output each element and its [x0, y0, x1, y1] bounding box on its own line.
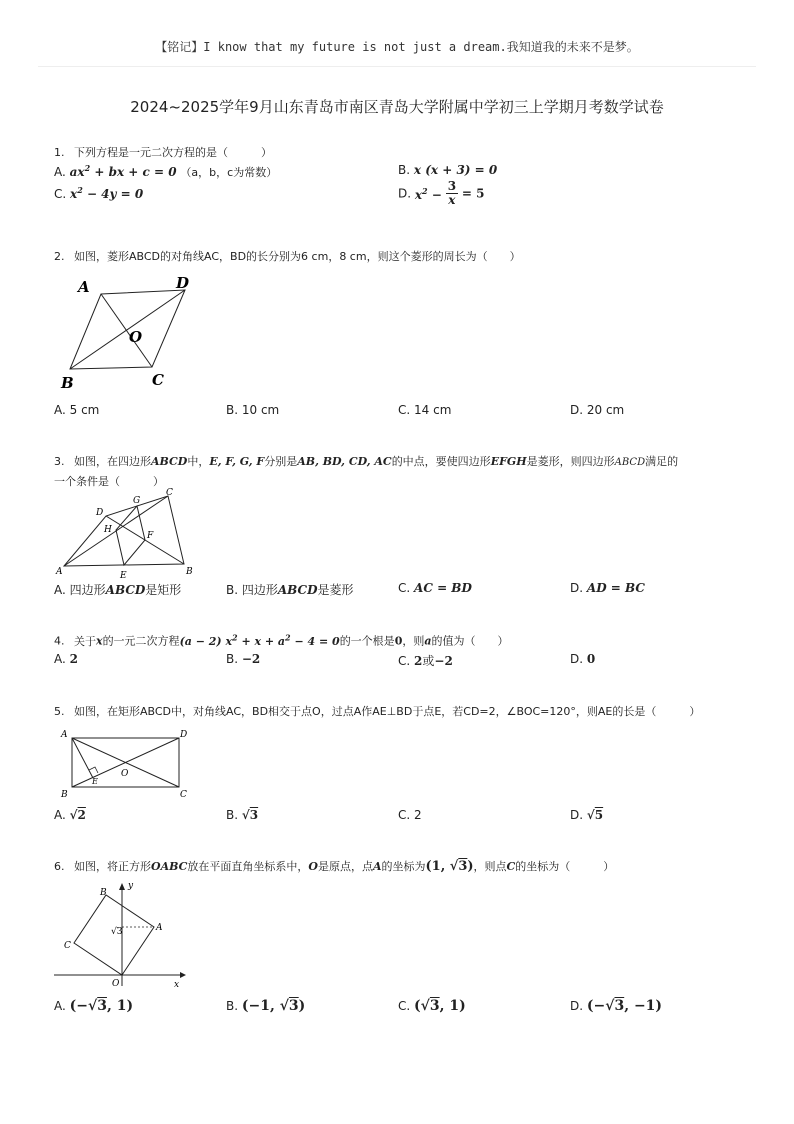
q5-text: 如图，在矩形ABCD中，对角线AC，BD相交于点O，过点A作AE⊥BD于点E，若CD=2，∠BOC=120°，则AE的长是（ ）	[74, 705, 701, 718]
q1-option-d-formula: $x^2$ −	[414, 185, 442, 202]
q1-option-c[interactable]: C. $x^2 - 4y = 0$	[54, 185, 144, 201]
q4-equation: (a − 2) $x^2 + x + a^2 - 4 = 0$	[179, 632, 340, 648]
motto-header: 【铭记】I know that my future is not just a dream.我知道我的未来不是梦。	[155, 40, 639, 54]
q5-option-d[interactable]: D. √5	[570, 808, 604, 822]
q3-label-g: G	[133, 496, 141, 506]
q1-number: 1.	[54, 146, 65, 159]
q1-stem	[54, 144, 272, 160]
q6-option-b[interactable]: B. (−1, √3)	[226, 998, 306, 1014]
q5-label-e: E	[92, 777, 98, 786]
q3-label-b: B	[186, 567, 193, 577]
q3-stem: 3. 如图，在四边形ABCD中，E, F, G, F分别是AB, BD, CD, AC的中点，要使四边形EFGH是菱形，则四边形ABCD满足的	[54, 455, 679, 468]
q3-quadrilateral-outline	[64, 496, 184, 566]
page-title: 2024~2025学年9月山东青岛市南区青岛大学附属中学初三上学期月考数学试卷	[130, 98, 664, 116]
q1-option-a-formula: $ax^2$ + bx + c = 0	[69, 163, 177, 179]
q6-label-o: O	[112, 979, 120, 989]
q5-perpendicular-ae	[72, 738, 93, 778]
q2-option-a[interactable]: A. 5 cm	[54, 403, 100, 417]
q4-number: 4.	[54, 634, 65, 648]
q5-label-b: B	[61, 790, 68, 800]
q6-stem: 6. 如图，将正方形OABC放在平面直角坐标系中，O是原点，点A的坐标为(1, √3)，则点C的坐标为（ ）	[54, 859, 615, 874]
q6-point-a-coordinate: (1, √3)	[425, 859, 474, 874]
q6-y-axis-arrow	[119, 883, 125, 890]
q4-option-d[interactable]: D. 0	[570, 652, 596, 666]
q1-option-d-fraction: $\frac{3}{x}$	[447, 179, 457, 207]
q5-number: 5.	[54, 705, 65, 718]
q6-label-b: B	[100, 888, 107, 898]
q1-option-b[interactable]: B. x (x + 3) = 0	[398, 163, 498, 177]
q2-label-c: C	[152, 371, 164, 389]
q4-option-a[interactable]: A. 2	[54, 652, 78, 666]
q3-label-d: D	[96, 508, 104, 518]
q2-label-b: B	[61, 374, 74, 392]
q2-stem	[54, 248, 521, 264]
q5-label-o: O	[121, 769, 129, 779]
q6-coordinate-figure	[50, 878, 190, 990]
q6-x-axis-arrow	[180, 972, 186, 978]
q4-option-c[interactable]: C. 2或−2	[398, 654, 453, 668]
q5-rectangle-figure	[56, 726, 196, 800]
q5-label-a: A	[61, 730, 68, 740]
q6-option-c[interactable]: C. (√3, 1)	[398, 998, 466, 1014]
q3-option-b[interactable]: B. 四边形ABCD是菱形	[226, 583, 354, 597]
q2-label-a: A	[78, 278, 90, 296]
q1-option-b-formula: x (x + 3) = 0	[413, 163, 498, 177]
q5-label-d: D	[180, 730, 188, 740]
q6-label-sqrt3: √3	[111, 927, 123, 937]
q1-option-d[interactable]: D. $x^2$ − $\frac{3}{x}$ = 5	[398, 179, 485, 207]
q5-option-a[interactable]: A. √2	[54, 808, 86, 822]
q3-label-h: H	[104, 525, 112, 535]
q2-rhombus-figure	[56, 272, 206, 394]
q2-label-o: O	[129, 328, 143, 346]
q2-option-d[interactable]: D. 20 cm	[570, 403, 625, 417]
header-divider	[38, 66, 756, 67]
q1-text: 下列方程是一元二次方程的是（ ）	[74, 146, 272, 159]
q3-stem-line2: 一个条件是（ ）	[54, 475, 164, 488]
q3-option-a[interactable]: A. 四边形ABCD是矩形	[54, 583, 182, 597]
q2-text: 如图，菱形ABCD的对角线AC，BD的长分别为6 cm，8 cm，则这个菱形的周长为（ ）	[74, 250, 521, 263]
q4-option-b[interactable]: B. −2	[226, 652, 261, 666]
q2-option-b[interactable]: B. 10 cm	[226, 403, 280, 417]
q5-stem	[54, 703, 700, 719]
q3-option-d[interactable]: D. AD = BC	[570, 581, 645, 595]
q4-stem: 4. 关于x的一元二次方程(a − 2) $x^2 + x + a^2 - 4 = 0$的一个根是0，则a的值为（ ）	[54, 632, 509, 648]
q2-option-c[interactable]: C. 14 cm	[398, 403, 452, 417]
q6-label-x: x	[174, 980, 180, 990]
q2-label-d: D	[176, 274, 190, 292]
q6-label-a: A	[156, 923, 163, 933]
q5-option-c[interactable]: C. 2	[398, 808, 422, 822]
q3-label-c: C	[166, 488, 173, 498]
q6-option-d[interactable]: D. (−√3, −1)	[570, 998, 663, 1014]
q2-number: 2.	[54, 250, 65, 263]
q3-label-f: F	[147, 531, 154, 541]
q3-label-e: E	[120, 571, 127, 580]
q6-option-a[interactable]: A. (−√3, 1)	[54, 998, 134, 1014]
q5-label-c: C	[180, 790, 187, 800]
q6-number: 6.	[54, 860, 65, 873]
q3-option-c[interactable]: C. AC = BD	[398, 581, 472, 595]
q1-option-a[interactable]: A. $ax^2$ + bx + c = 0 （a，b，c为常数）	[54, 163, 278, 179]
q6-label-c: C	[64, 941, 71, 951]
q3-quadrilateral-figure	[54, 486, 196, 580]
q6-label-y: y	[128, 881, 134, 891]
q3-label-a: A	[56, 567, 63, 577]
q1-option-c-formula: $x^2 - 4y = 0$	[70, 185, 144, 201]
q3-number: 3.	[54, 455, 65, 468]
q5-option-b[interactable]: B. √3	[226, 808, 259, 822]
